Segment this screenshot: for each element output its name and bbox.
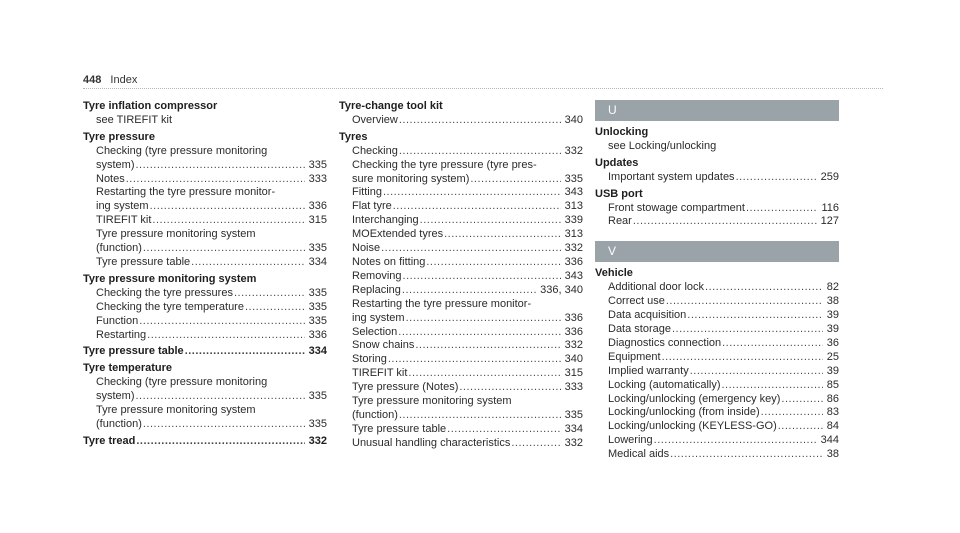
subentry-text: Tyre pressure table [96,255,191,268]
dot-leader [408,367,560,381]
index-subentry[interactable] [595,351,839,365]
dot-leader [399,145,561,159]
page-reference[interactable]: 336 [308,200,327,213]
subentry-text: ing system [352,311,405,324]
subentry-text: Restarting the tyre pressure monitor- [352,297,532,310]
index-subentry[interactable] [339,353,583,367]
subentry-text: Data acquisition [608,309,687,322]
index-subentry[interactable] [339,186,583,200]
page-reference[interactable]: 315 [564,367,583,380]
dot-leader [687,309,822,323]
subentry-text: TIREFIT kit [352,367,408,380]
page-reference[interactable]: 38 [826,448,839,461]
dot-leader [426,256,560,270]
index-subentry[interactable] [595,420,839,434]
page-reference[interactable]: 332 [564,144,583,157]
subentry-text: Rear [608,215,632,228]
index-subentry[interactable] [339,228,583,242]
page-reference[interactable]: 335 [564,408,583,421]
index-subentry[interactable] [83,200,327,214]
page-reference[interactable]: 334 [308,345,327,358]
index-subentry[interactable] [339,242,583,256]
dot-leader [670,448,823,462]
page-reference[interactable]: 313 [564,228,583,241]
dot-leader [185,345,305,359]
dot-leader [690,365,823,379]
dot-leader [245,301,305,315]
subentry-text: Lowering [608,434,653,447]
dot-leader [136,435,304,449]
dot-leader [388,353,561,367]
page-reference[interactable]: 343 [564,269,583,282]
index-term: Vehicle [595,267,633,280]
letter-heading-v: V [595,241,839,262]
subentry-text: (function) [96,242,142,255]
page-reference[interactable]: 335 [308,390,327,403]
dot-leader [403,270,561,284]
subentry-text: Noise [352,242,381,255]
dot-leader [152,214,304,228]
subentry-text: Checking the tyre pressure (tyre pres- [352,158,537,171]
index-column-2 [339,100,583,451]
subentry-text: Implied warranty [608,364,689,377]
page-reference[interactable]: 38 [826,295,839,308]
subentry-text: Replacing [352,283,401,296]
subentry-text: Selection [352,325,398,338]
index-term: Tyre pressure table [83,345,184,358]
dot-leader [666,295,823,309]
subentry-text: Overview [352,113,398,126]
index-subentry[interactable] [595,434,839,448]
subentry-text: Notes on fitting [352,255,426,268]
subentry-text: Equipment [608,350,661,363]
dot-leader [778,420,823,434]
index-term: Tyre tread [83,434,136,447]
dot-leader [736,171,817,185]
subentry-text: Tyre pressure table [352,422,447,435]
dot-leader [722,337,823,351]
index-subentry[interactable] [339,173,583,187]
page-reference[interactable]: 85 [826,378,839,391]
index-term: Updates [595,156,639,169]
index-term: USB port [595,187,643,200]
page-reference[interactable]: 335 [308,300,327,313]
index-subentry[interactable] [339,270,583,284]
index-subentry[interactable] [83,418,327,432]
index-subentry[interactable] [339,437,583,451]
index-subentry[interactable] [83,159,327,173]
subentry-text: Removing [352,269,402,282]
dot-leader [381,242,561,256]
index-term: Tyre-change tool kit [339,100,443,112]
index-subentry[interactable] [595,281,839,295]
page-reference[interactable]: 86 [826,392,839,405]
index-subentry[interactable] [595,171,839,185]
dot-leader [470,173,560,187]
subentry-text: Locking/unlocking (from inside) [608,406,760,419]
dot-leader [662,351,823,365]
index-subentry[interactable] [83,315,327,329]
subentry-text: Snow chains [352,339,415,352]
page-reference[interactable]: 336 [564,311,583,324]
subentry-text: Checking (tyre pressure monitoring [96,144,268,157]
v-entries [595,267,839,462]
dot-leader [705,281,823,295]
page-reference[interactable]: 335 [308,158,327,171]
index-subentry[interactable] [339,200,583,214]
index-subentry[interactable] [339,423,583,437]
subentry-text: Tyre pressure (Notes) [352,381,459,394]
page-reference[interactable]: 84 [826,420,839,433]
subentry-text: Notes [96,172,125,185]
index-subentry[interactable] [595,202,839,216]
index-subentry[interactable] [339,256,583,270]
subentry-text: system) [96,390,135,403]
index-subentry[interactable] [595,448,839,462]
dot-leader [399,114,561,128]
index-subentry[interactable] [83,287,327,301]
subentry-text: TIREFIT kit [96,214,152,227]
dot-leader [398,326,560,340]
subentry-text: Front stowage compartment [608,201,745,214]
subentry-text: Locking/unlocking (emergency key) [608,392,781,405]
page-reference[interactable]: 335 [564,172,583,185]
page-reference[interactable]: 336 [564,255,583,268]
dot-leader [136,390,305,404]
page-reference[interactable]: 259 [820,170,839,183]
index-subentry[interactable] [83,173,327,187]
page-reference[interactable]: 332 [564,242,583,255]
page-reference[interactable]: 333 [308,172,327,185]
index-subentry[interactable] [83,390,327,404]
dot-leader [420,214,561,228]
dot-leader [406,312,561,326]
page-reference[interactable]: 82 [826,281,839,294]
index-subentry[interactable] [83,301,327,315]
dot-leader [143,242,305,256]
page-header [83,74,137,86]
index-term: Tyres [339,130,368,143]
dot-leader [415,339,560,353]
page-reference[interactable]: 344 [820,434,839,447]
index-subentry[interactable] [595,215,839,229]
index-subentry[interactable] [339,381,583,395]
index-subentry[interactable] [595,295,839,309]
subentry-text: see Locking/unlocking [608,139,717,152]
index-subentry[interactable] [339,114,583,128]
subentry-text: Correct use [608,295,665,308]
subentry-text: Data storage [608,322,671,335]
dot-leader [402,284,536,298]
subentry-text: sure monitoring system) [352,172,470,185]
dot-leader [139,315,304,329]
dot-leader [654,434,817,448]
index-subentry[interactable] [595,365,839,379]
index-subentry[interactable] [595,379,839,393]
dot-leader [761,406,823,420]
index-subentry[interactable] [339,339,583,353]
dot-leader [143,418,305,432]
page-reference[interactable]: 332 [308,434,327,447]
index-subentry[interactable] [339,409,583,423]
index-subentry[interactable] [83,214,327,228]
index-term-entry[interactable] [83,435,327,449]
dot-leader [672,323,823,337]
index-subentry[interactable] [339,312,583,326]
subentry-text: Storing [352,353,387,366]
page-reference[interactable]: 339 [564,214,583,227]
page-reference[interactable]: 83 [826,406,839,419]
page-reference[interactable]: 340 [564,353,583,366]
page-reference[interactable]: 335 [308,286,327,299]
index-subentry[interactable] [595,323,839,337]
dot-leader [746,202,818,216]
page-reference[interactable]: 334 [564,422,583,435]
page-reference[interactable]: 332 [564,339,583,352]
index-term: Tyre pressure monitoring system [83,272,257,285]
subentry-text: Restarting [96,328,147,341]
page-reference[interactable]: 335 [308,417,327,430]
subentry-text: Locking/unlocking (KEYLESS-GO) [608,420,777,433]
dot-leader [444,228,561,242]
subentry-text: Fitting [352,186,382,199]
subentry-text: Unusual handling characteristics [352,436,511,449]
subentry-text: ing system [96,200,149,213]
index-term: Unlocking [595,126,649,138]
subentry-text: (function) [352,408,398,421]
subentry-text: Checking the tyre temperature [96,300,244,313]
dot-leader [459,381,560,395]
dot-leader [191,256,304,270]
page-reference[interactable]: 335 [308,242,327,255]
index-column-3 [595,100,839,462]
dot-leader [633,215,817,229]
section-title: Index [110,74,138,86]
index-subentry[interactable] [339,326,583,340]
dot-leader [383,186,561,200]
dot-leader [722,379,823,393]
page-reference[interactable]: 340 [564,113,583,126]
page-reference[interactable]: 336, 340 [540,283,583,296]
dot-leader [126,173,305,187]
page-reference[interactable]: 39 [826,364,839,377]
page-reference[interactable]: 25 [826,350,839,363]
index-subentry[interactable] [339,145,583,159]
index-subentry[interactable] [595,337,839,351]
subentry-text: Tyre pressure monitoring system [352,395,512,408]
index-subentry[interactable] [595,406,839,420]
page-reference[interactable]: 334 [308,255,327,268]
index-term: Tyre inflation compressor [83,100,218,112]
index-subentry[interactable] [83,242,327,256]
page-reference[interactable]: 336 [564,325,583,338]
subentry-text: MOExtended tyres [352,228,444,241]
dot-leader [150,200,305,214]
subentry-text: system) [96,158,135,171]
u-entries [595,126,839,229]
letter-heading-u: U [595,100,839,121]
header-divider [83,88,883,89]
subentry-text: Medical aids [608,448,670,461]
index-term: Tyre temperature [83,362,173,375]
subentry-text: Locking (automatically) [608,378,721,391]
page-reference[interactable]: 39 [826,322,839,335]
dot-leader [234,287,305,301]
dot-leader [447,423,560,437]
index-term-entry[interactable] [83,345,327,359]
page-reference[interactable]: 127 [820,215,839,228]
index-subentry[interactable] [339,367,583,381]
index-subentry[interactable] [595,309,839,323]
dot-leader [399,409,561,423]
dot-leader [393,200,561,214]
index-subentry[interactable] [83,329,327,343]
page-reference[interactable]: 36 [826,336,839,349]
page-reference[interactable]: 336 [308,328,327,341]
subentry-text: Diagnostics connection [608,336,722,349]
dot-leader [781,393,822,407]
page-reference[interactable]: 332 [564,436,583,449]
subentry-text: Restarting the tyre pressure monitor- [96,186,276,199]
dot-leader [147,329,305,343]
subentry-text: Additional door lock [608,281,705,294]
index-subentry[interactable] [83,256,327,270]
page-reference[interactable]: 335 [308,314,327,327]
index-subentry[interactable] [595,393,839,407]
index-subentry[interactable] [339,284,583,298]
page-reference[interactable]: 333 [564,381,583,394]
page-reference[interactable]: 313 [564,200,583,213]
page-reference[interactable]: 315 [308,214,327,227]
index-subentry[interactable] [339,214,583,228]
subentry-text: Checking (tyre pressure monitoring [96,376,268,389]
subentry-text: Tyre pressure monitoring system [96,228,256,241]
page-reference[interactable]: 116 [821,201,839,214]
index-term: Tyre pressure [83,130,155,143]
subentry-text: Checking the tyre pressures [96,286,233,299]
dot-leader [511,437,560,451]
subentry-text: Important system updates [608,170,735,183]
dot-leader [136,159,305,173]
subentry-text: (function) [96,417,142,430]
subentry-text: Interchanging [352,214,419,227]
subentry-text: see TIREFIT kit [96,113,173,126]
index-column-1 [83,100,327,449]
subentry-text: Flat tyre [352,200,392,213]
page-reference[interactable]: 343 [564,186,583,199]
page-number: 448 [83,74,102,86]
page-reference[interactable]: 39 [826,309,839,322]
subentry-text: Tyre pressure monitoring system [96,404,256,417]
subentry-text: Function [96,314,139,327]
subentry-text: Checking [352,144,398,157]
